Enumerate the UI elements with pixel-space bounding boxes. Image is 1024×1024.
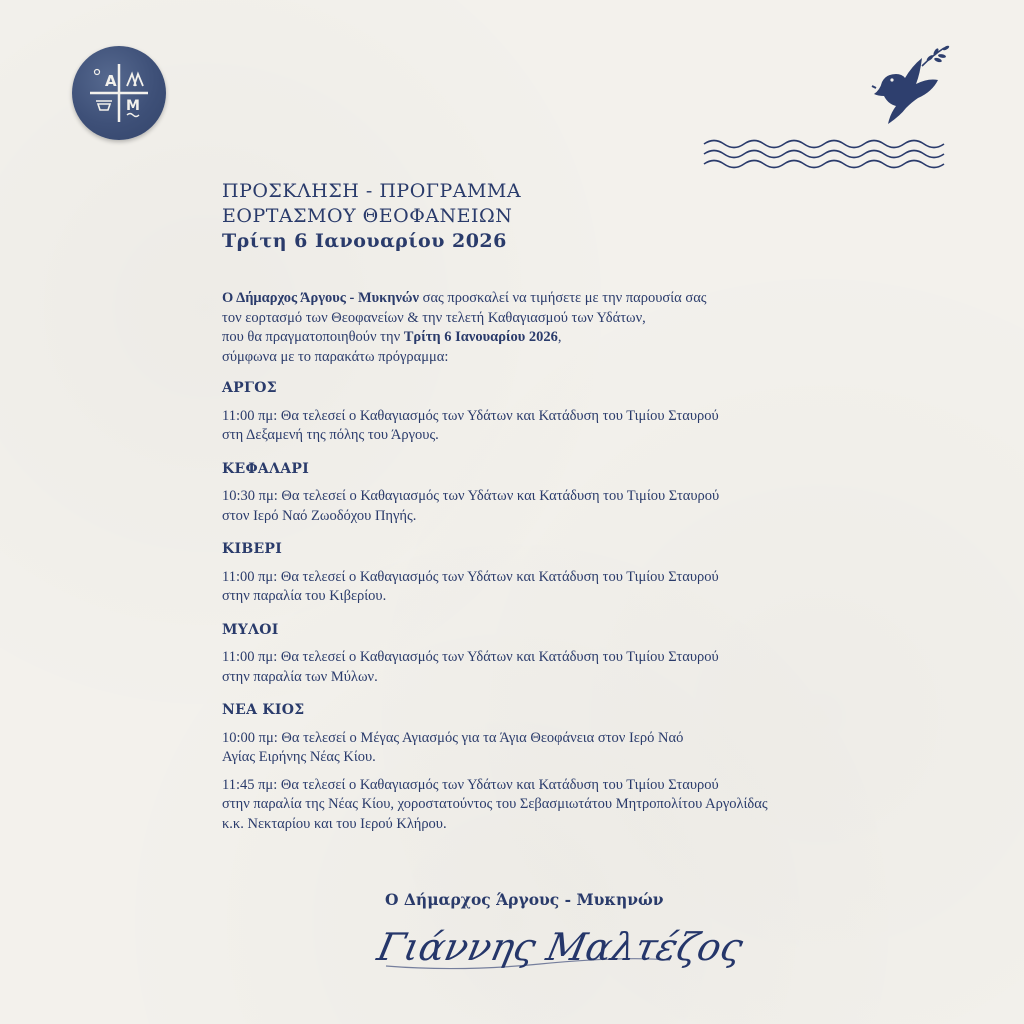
- waves-icon: [700, 136, 960, 176]
- event-item: [222, 407, 822, 446]
- event-line: στη Δεξαμενή της πόλης του Άργους.: [222, 427, 439, 443]
- event-item: [222, 776, 822, 835]
- heading-line-1: ΠΡΟΣΚΛΗΣΗ - ΠΡΟΓΡΑΜΜΑ: [222, 180, 522, 202]
- section-argos: [222, 379, 822, 446]
- section-title: ΚΙΒΕΡΙ: [222, 541, 283, 557]
- event-line: Αγίας Ειρήνης Νέας Κίου.: [222, 749, 376, 765]
- intro-line-2: τον εορτασμό των Θεοφανείων & την τελετή Καθαγιασμού των Υδάτων,: [222, 309, 646, 326]
- signature-text: Γιάννης Μαλτέζος: [373, 925, 747, 970]
- event-line: στην παραλία των Μύλων.: [222, 668, 378, 685]
- event-line: 11:45 πμ: Θα τελεσεί ο Καθαγιασμός των Υδάτων και Κατάδυση του Τιμίου Σταυρού: [222, 776, 719, 793]
- program-content: [222, 289, 822, 848]
- intro-line-3-pre: που θα πραγματοποιηθούν την: [222, 329, 404, 345]
- event-line: 11:00 πμ: Θα τελεσεί ο Καθαγιασμός των Υδάτων και Κατάδυση του Τιμίου Σταυρού: [222, 568, 719, 585]
- section-title: ΚΕΦΑΛΑΡΙ: [222, 460, 310, 477]
- event-item: [222, 729, 822, 768]
- event-line: 10:30 πμ: Θα τελεσεί ο Καθαγιασμός των Υδάτων και Κατάδυση του Τιμίου Σταυρού: [222, 488, 720, 504]
- heading-line-2: ΕΟΡΤΑΣΜΟΥ ΘΕΟΦΑΝΕΙΩΝ: [222, 205, 513, 227]
- event-line: 10:00 πμ: Θα τελεσεί ο Μέγας Αγιασμός για τα Άγια Θεοφάνεια στον Ιερό Ναό: [222, 729, 684, 746]
- section-myloi: [222, 621, 822, 688]
- event-item: [222, 568, 822, 607]
- argos-mycenae-logo-icon: [72, 46, 166, 140]
- dove-with-olive-branch-icon: [872, 44, 958, 128]
- event-line: στην παραλία της Νέας Κίου, χοροστατούντος του Σεβασμιωτάτου Μητροπολίτου Αργολίδας: [222, 796, 768, 812]
- intro-line-3-post: ,: [557, 329, 562, 345]
- logo-letter-m: Μ: [126, 98, 140, 114]
- section-kiveri: [222, 540, 822, 607]
- event-line: 11:00 πμ: Θα τελεσεί ο Καθαγιασμός των Υδάτων και Κατάδυση του Τιμίου Σταυρού: [222, 649, 719, 665]
- event-item: [222, 487, 822, 526]
- section-title: ΜΥΛΟΙ: [222, 621, 279, 638]
- handwritten-signature: [373, 920, 747, 980]
- intro-line-4: σύμφωνα με το παρακάτω πρόγραμμα:: [222, 348, 449, 365]
- logo-letter-a: Α: [105, 72, 117, 90]
- heading-date: Τρίτη 6 Ιανουαρίου 2026: [222, 230, 507, 252]
- event-line: στην παραλία του Κιβερίου.: [222, 588, 387, 604]
- intro-line-1: σας προσκαλεί να τιμήσετε με την παρουσία σας: [419, 290, 707, 306]
- section-title: ΝΕΑ ΚΙΟΣ: [222, 702, 305, 718]
- event-item: [222, 648, 822, 687]
- event-line: κ.κ. Νεκταρίου και του Ιερού Κλήρου.: [222, 815, 447, 832]
- section-nea-kios: [222, 701, 822, 834]
- section-title: ΑΡΓΟΣ: [222, 380, 277, 396]
- closing-title: Ο Δήμαρχος Άργους - Μυκηνών: [385, 890, 664, 909]
- intro-mayor: Ο Δήμαρχος Άργους - Μυκηνών: [222, 290, 420, 306]
- event-line: 11:00 πμ: Θα τελεσεί ο Καθαγιασμός των Υδάτων και Κατάδυση του Τιμίου Σταυρού: [222, 407, 719, 424]
- section-kefalari: [222, 460, 822, 527]
- invitation-heading: [222, 179, 822, 254]
- event-line: στον Ιερό Ναό Ζωοδόχου Πηγής.: [222, 507, 417, 524]
- intro-paragraph: [222, 289, 822, 367]
- intro-date: Τρίτη 6 Ιανουαρίου 2026: [403, 329, 558, 345]
- municipality-logo: [72, 46, 166, 140]
